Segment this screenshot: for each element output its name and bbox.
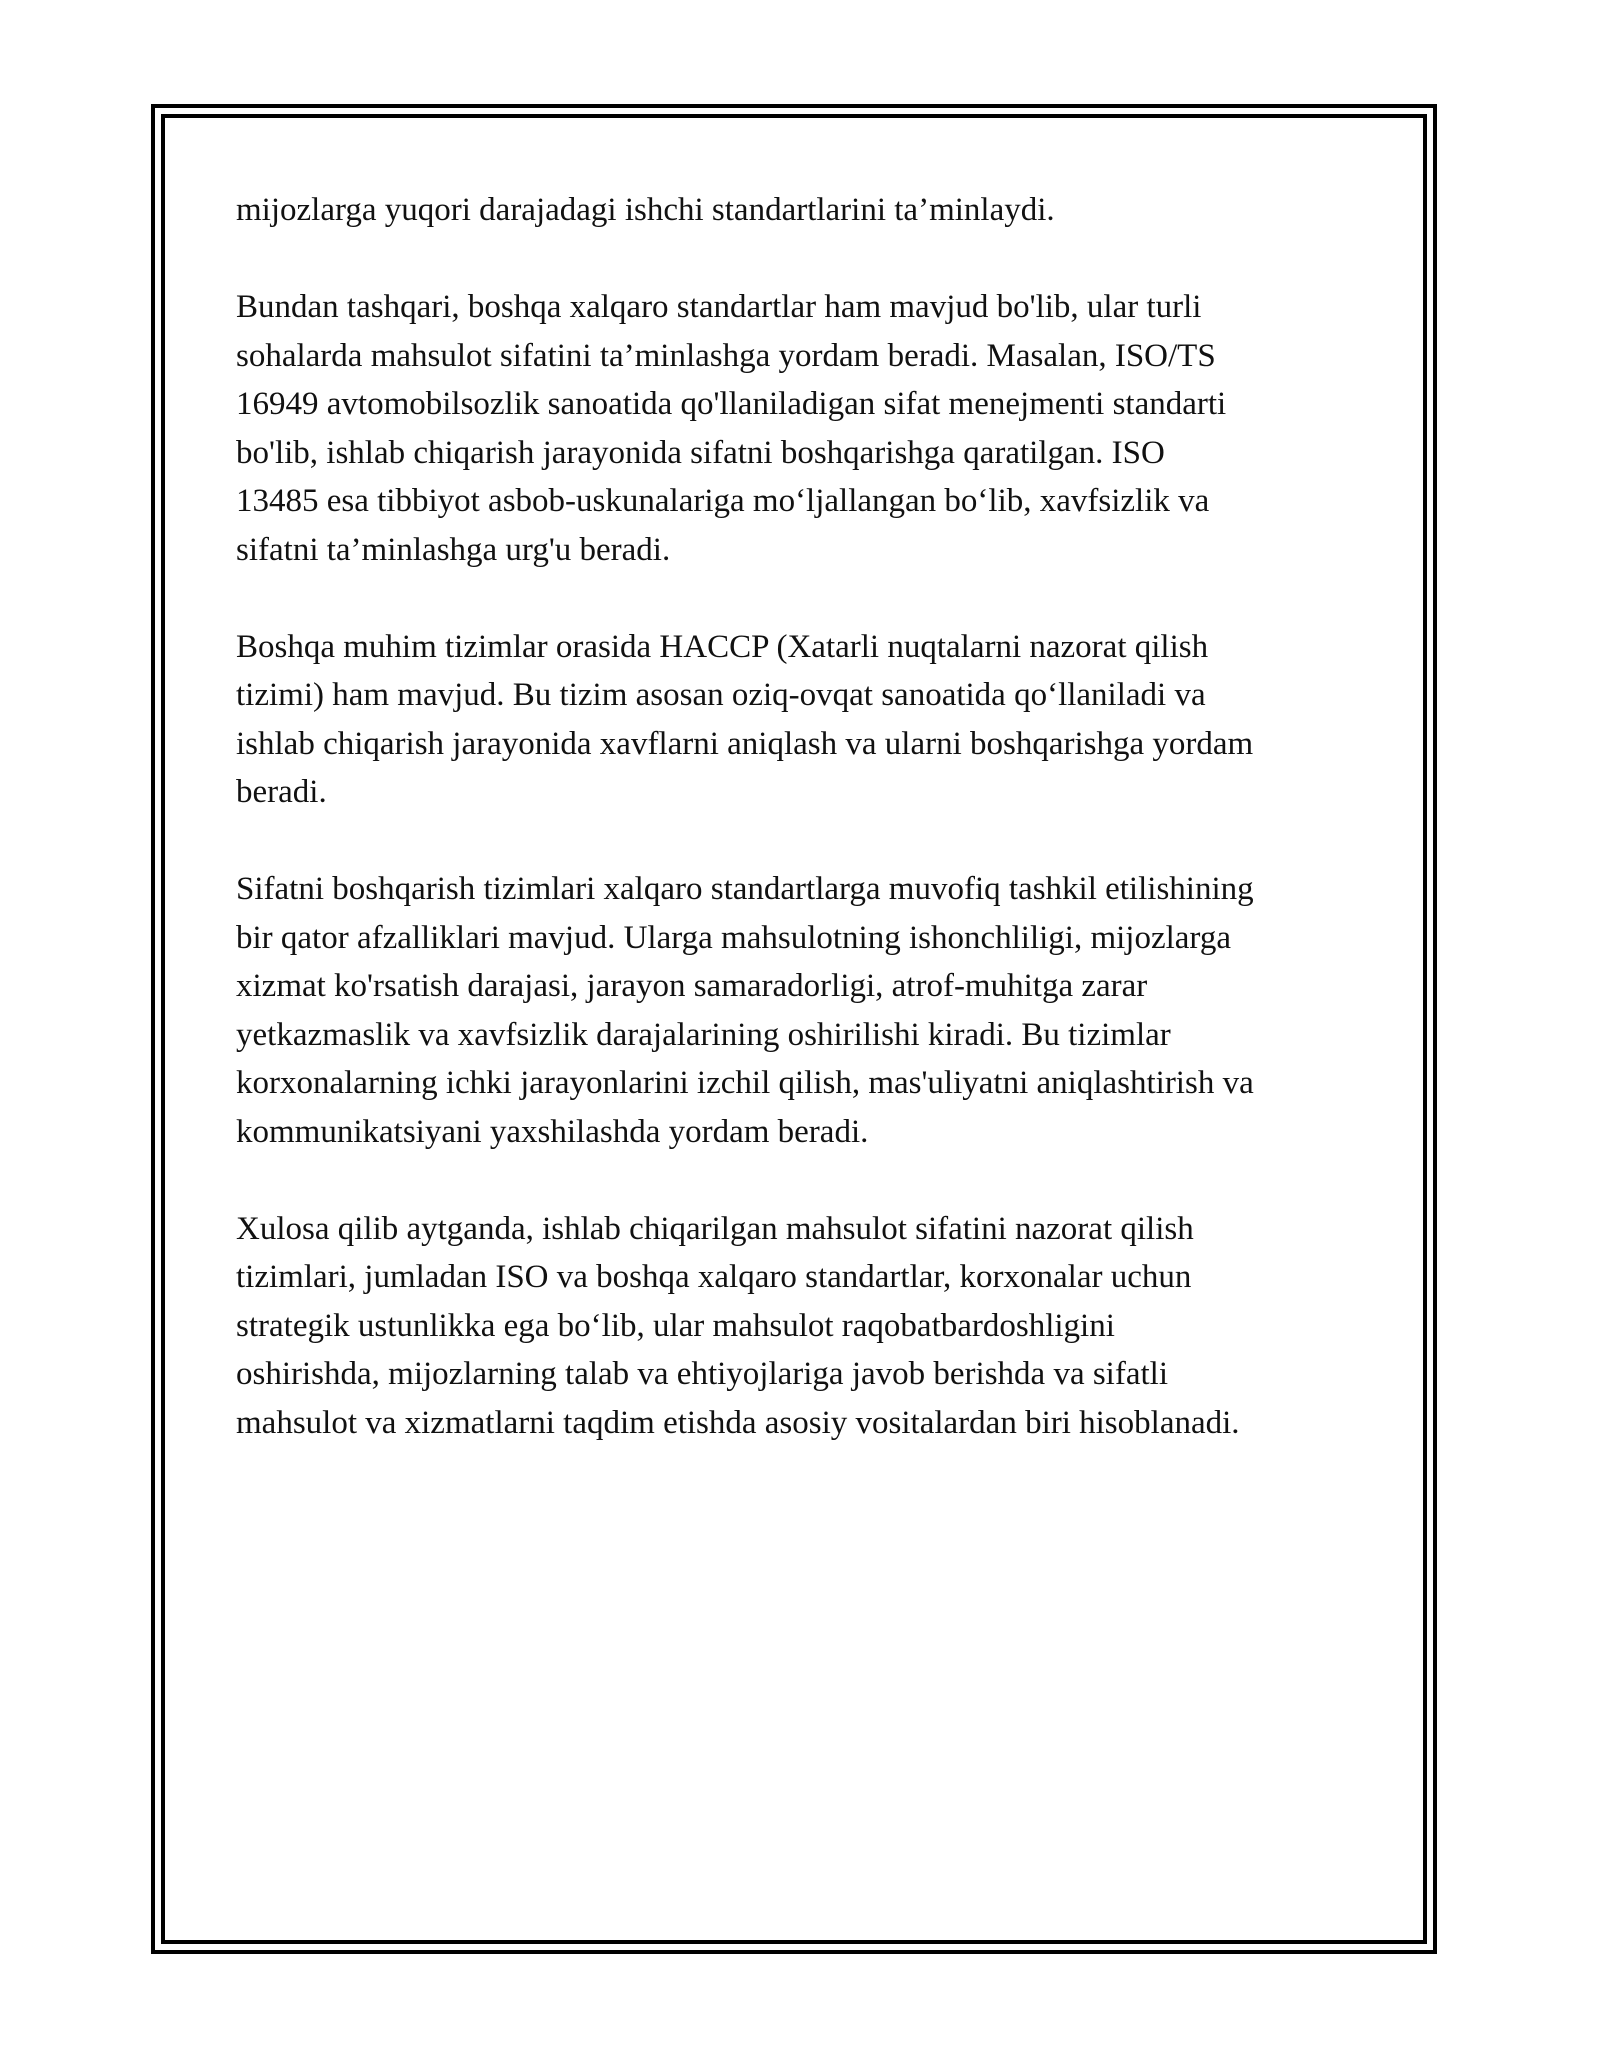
paragraph-other-standards: Bundan tashqari, boshqa xalqaro standartlar ham mavjud bo'lib, ular turli sohalarda mahsulot sifatini ta’minlashga yordam beradi. Masalan, ISO/TS 16949 avtomobilsozlik sanoatida qo'llaniladigan sifat menejmenti standarti bo'lib, ishlab chiqarish jarayonida sifatni boshqarishga qaratilgan. ISO 13485 esa tibbiyot asbob-uskunalariga mo‘ljallangan bo‘lib, xavfsizlik va sifatni ta’minlashga urg'u beradi. (236, 289, 1227, 568)
paragraph-continuation: mijozlarga yuqori darajadagi ishchi standartlarini ta’minlaydi. (236, 192, 1055, 228)
paragraph-advantages: Sifatni boshqarish tizimlari xalqaro standartlarga muvofiq tashkil etilishining bir qator afzalliklari mavjud. Ularga mahsulotning ishonchliligi, mijozlarga xizmat ko'rsatish darajasi, jarayon samaradorligi, atrof-muhitga zarar yetkazmaslik va xavfsizlik darajalarining oshirilishi kiradi. Bu tizimlar korxonalarning ichki jarayonlarini izchil qilish, mas'uliyatni aniqlashtirish va kommunikatsiyani yaxshilashda yordam beradi. (236, 871, 1254, 1150)
paragraph-haccp: Boshqa muhim tizimlar orasida HACCP (Xatarli nuqtalarni nazorat qilish tizimi) ham mavjud. Bu tizim asosan oziq-ovqat sanoatida qo‘llaniladi va ishlab chiqarish jarayonida xavflarni aniqlash va ularni boshqarishga yordam beradi. (236, 628, 1254, 810)
paragraph-conclusion: Xulosa qilib aytganda, ishlab chiqarilgan mahsulot sifatini nazorat qilish tizimlari, jumladan ISO va boshqa xalqaro standartlar, korxonalar uchun strategik ustunlikka ega bo‘lib, ular mahsulot raqobatbardoshligini oshirishda, mijozlarning talab va ehtiyojlariga javob berishda va sifatli mahsulot va xizmatlarni taqdim etishda asosiy vositalardan biri hisoblanadi. (236, 1210, 1240, 1441)
document-body (236, 186, 1376, 1496)
